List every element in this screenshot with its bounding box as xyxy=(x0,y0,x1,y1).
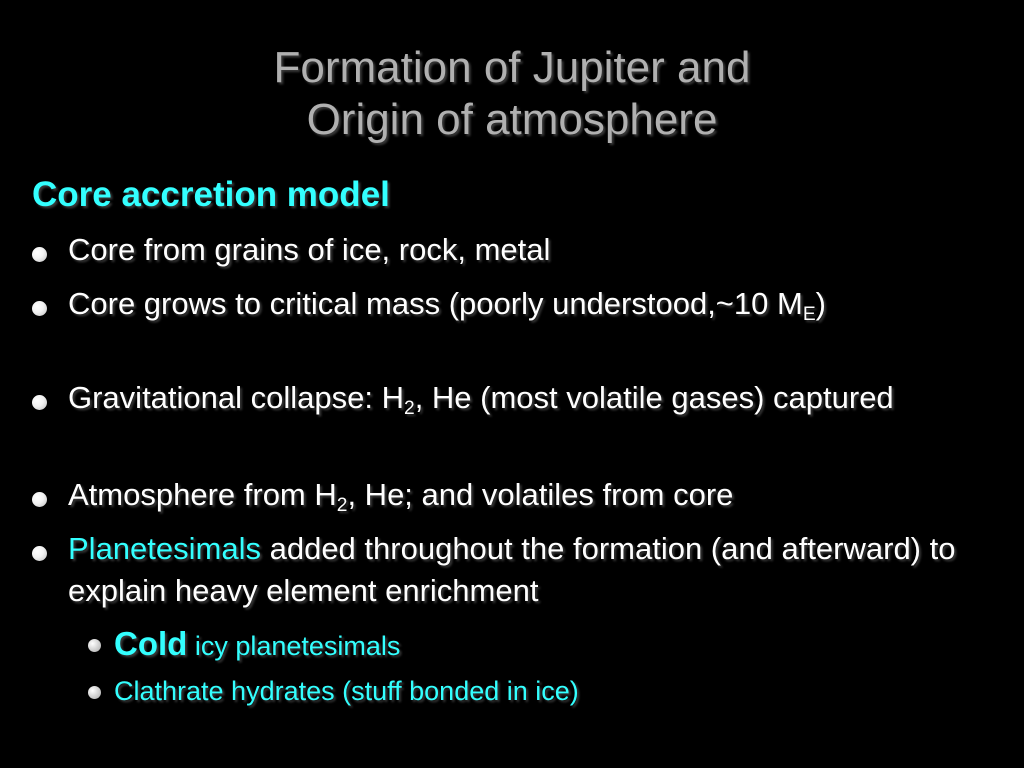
bullet-text-core-grains: Core from grains of ice, rock, metal xyxy=(68,232,551,267)
bullet-text xyxy=(68,229,998,271)
title-line-2: Origin of atmosphere xyxy=(306,95,718,144)
bullet-text xyxy=(68,528,998,612)
round-bullet-icon xyxy=(32,546,47,561)
round-bullet-icon xyxy=(32,247,47,262)
round-bullet-icon xyxy=(88,639,101,652)
sub-bullet-text-icy: icy planetesimals xyxy=(187,631,401,661)
bullet-text xyxy=(68,474,998,516)
bullet-text xyxy=(68,377,998,419)
bullet-text-close-paren: ) xyxy=(815,286,826,321)
title-line-1: Formation of Jupiter and xyxy=(273,43,751,92)
bullet-text-critical-mass: Core grows to critical mass (poorly understood,~10 M xyxy=(68,286,803,321)
sub-bullet-text-clathrate: Clathrate hydrates (stuff bonded in ice) xyxy=(114,676,579,706)
slide-title xyxy=(0,42,1024,146)
cold-emphasis: Cold xyxy=(114,625,188,662)
round-bullet-icon xyxy=(32,301,47,316)
round-bullet-icon xyxy=(32,492,47,507)
planetesimals-highlight: Planetesimals xyxy=(68,531,261,566)
bullet-text xyxy=(68,283,998,325)
hydrogen-subscript: 2 xyxy=(336,494,348,516)
bullet-text-volatiles: , He; and volatiles from core xyxy=(347,477,734,512)
hydrogen-subscript: 2 xyxy=(404,397,415,419)
round-bullet-icon xyxy=(88,686,101,699)
bullet-text-atmosphere: Atmosphere from H xyxy=(68,477,337,512)
earth-mass-subscript: E xyxy=(802,303,816,325)
bullet-text-captured: , He (most volatile gases) captured xyxy=(414,380,894,415)
section-heading: Core accretion model xyxy=(32,175,390,214)
sub-bullet-text xyxy=(114,622,954,668)
bullet-text-collapse: Gravitational collapse: H xyxy=(68,380,404,415)
sub-bullet-text xyxy=(114,669,954,713)
round-bullet-icon xyxy=(32,395,47,410)
bullet-text-enrichment: added throughout the formation (and afterward) to explain heavy element enrichment xyxy=(68,531,956,608)
